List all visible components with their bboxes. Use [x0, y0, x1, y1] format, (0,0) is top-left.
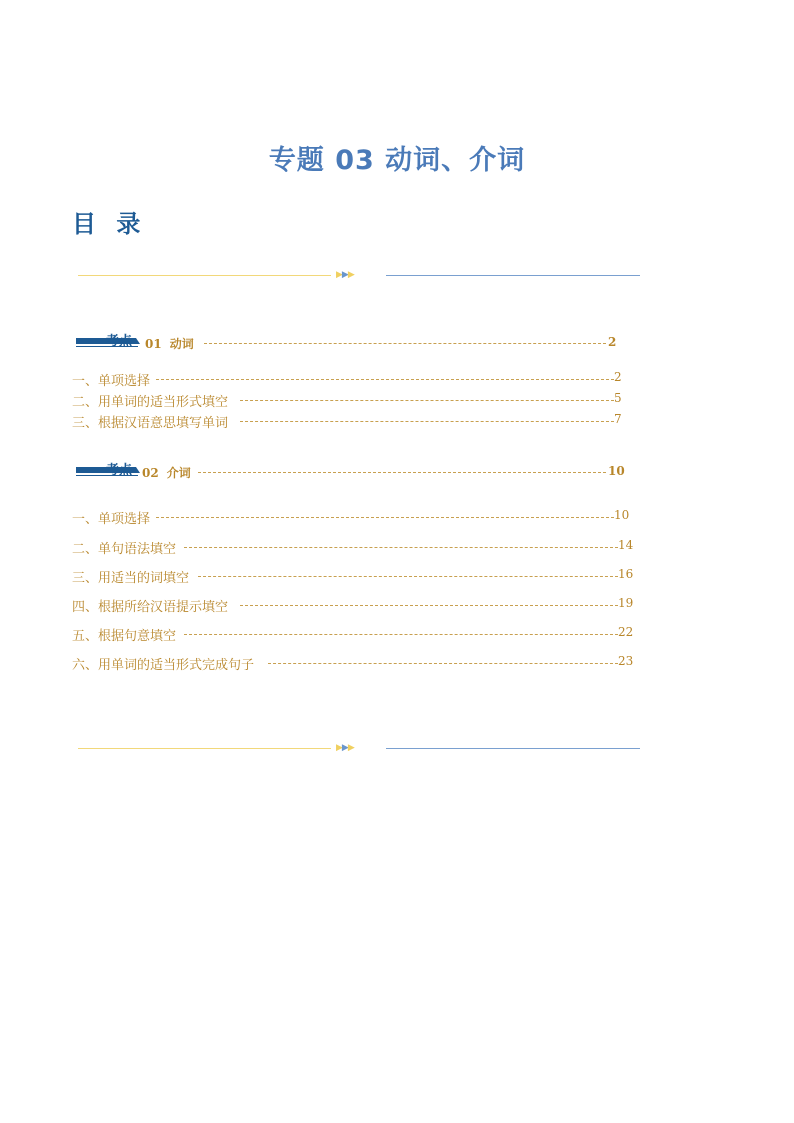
- toc-item-label: 一、单项选择: [72, 512, 151, 527]
- toc-heading: 目 录: [72, 210, 147, 238]
- toc-item-page: 16: [618, 567, 634, 581]
- tag-label: 考点: [106, 334, 133, 349]
- divider-right-line: [386, 748, 640, 749]
- leader-dots: [204, 343, 606, 344]
- divider-left-line: [78, 275, 331, 276]
- tag-label: 考点: [106, 463, 133, 478]
- section-name: 动词: [169, 337, 194, 351]
- leader-dots: [240, 605, 618, 606]
- toc-item[interactable]: [72, 596, 632, 614]
- page-title: 专题 03 动词、介词: [268, 145, 526, 176]
- section-number: 02: [142, 466, 159, 480]
- toc-item-page: 10: [614, 508, 630, 522]
- divider-right-line: [386, 275, 640, 276]
- toc-item-page: 7: [614, 412, 622, 426]
- toc-item[interactable]: [72, 412, 632, 430]
- leader-dots: [156, 517, 614, 518]
- toc-item-label: 六、用单词的适当形式完成句子: [72, 658, 255, 673]
- section-tag: [76, 334, 138, 350]
- toc-item-label: 二、单句语法填空: [72, 542, 177, 557]
- toc-item-page: 23: [618, 654, 634, 668]
- toc-item-page: 14: [618, 538, 634, 552]
- leader-dots: [198, 576, 618, 577]
- toc-item[interactable]: [72, 625, 632, 643]
- toc-item-page: 2: [614, 370, 622, 384]
- toc-item[interactable]: [72, 370, 632, 388]
- toc-section-verb[interactable]: [76, 334, 624, 354]
- toc-item[interactable]: [72, 538, 632, 556]
- toc-item-label: 三、根据汉语意思填写单词: [72, 416, 229, 431]
- toc-item[interactable]: [72, 567, 632, 585]
- toc-item-label: 二、用单词的适当形式填空: [72, 395, 229, 410]
- toc-item-page: 19: [618, 596, 634, 610]
- toc-item-label: 四、根据所给汉语提示填空: [72, 600, 229, 615]
- section-number: 01: [145, 337, 162, 351]
- toc-item[interactable]: [72, 508, 632, 526]
- section-name: 介词: [166, 466, 191, 480]
- toc-item-label: 五、根据句意填空: [72, 629, 177, 644]
- section-page-number: 2: [608, 335, 617, 349]
- leader-dots: [198, 472, 606, 473]
- leader-dots: [184, 634, 618, 635]
- top-divider: [78, 271, 640, 281]
- leader-dots: [240, 400, 614, 401]
- toc-item[interactable]: [72, 654, 632, 672]
- toc-item-page: 22: [618, 625, 634, 639]
- toc-item-label: 三、用适当的词填空: [72, 571, 190, 586]
- divider-left-line: [78, 748, 331, 749]
- leader-dots: [268, 663, 618, 664]
- leader-dots: [240, 421, 614, 422]
- leader-dots: [184, 547, 618, 548]
- section-title: [145, 335, 194, 352]
- section-title: [142, 464, 191, 481]
- section-tag: [76, 463, 138, 479]
- bottom-divider: [78, 744, 640, 754]
- toc-item-page: 5: [614, 391, 622, 405]
- toc-section-preposition[interactable]: [76, 463, 624, 483]
- divider-arrows-icon: ▶▶▶: [336, 743, 354, 753]
- toc-item[interactable]: [72, 391, 632, 409]
- leader-dots: [156, 379, 614, 380]
- toc-item-label: 一、单项选择: [72, 374, 151, 389]
- divider-arrows-icon: ▶▶▶: [336, 270, 354, 280]
- section-page-number: 10: [608, 464, 625, 478]
